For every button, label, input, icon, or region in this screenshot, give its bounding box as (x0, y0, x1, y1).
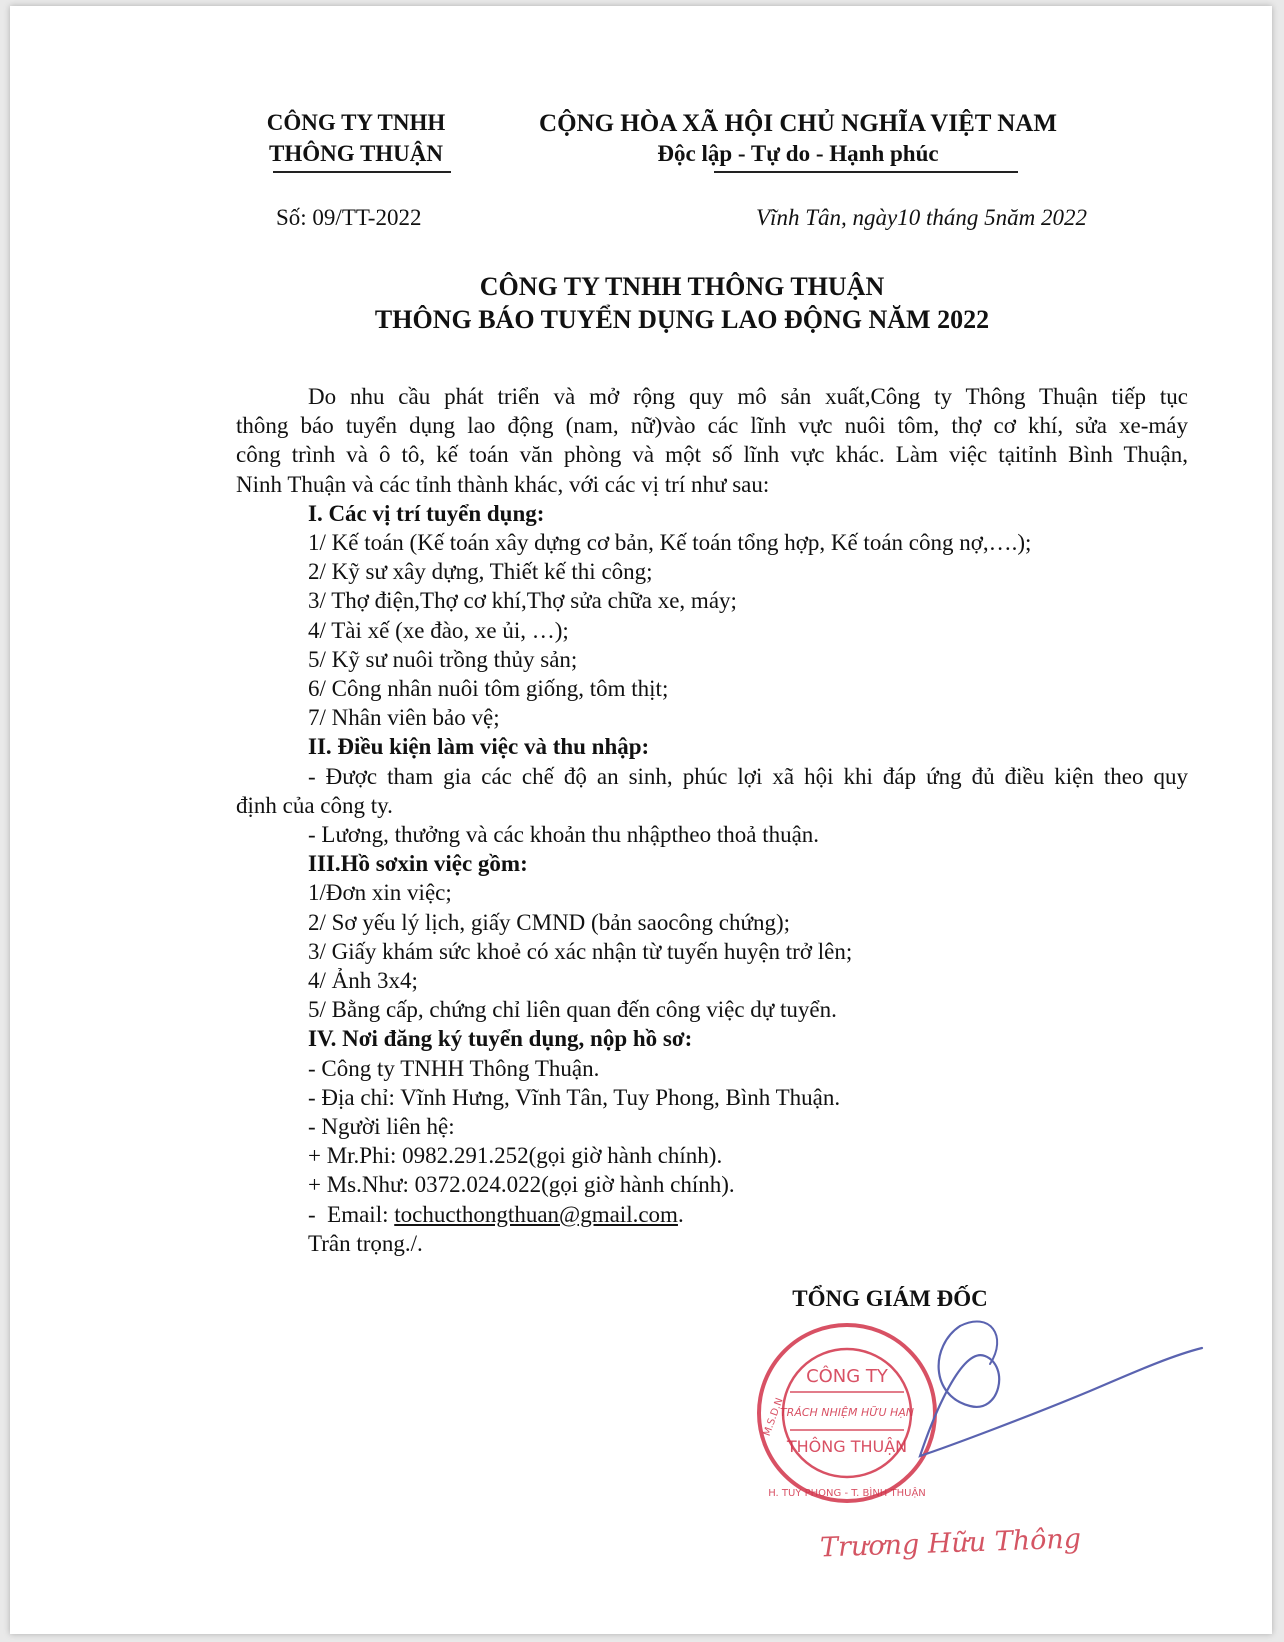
intro-line: Ninh Thuận và các tỉnh thành khác, với các vị trí như sau: (236, 471, 770, 497)
nation-title: CỘNG HÒA XÃ HỘI CHỦ NGHĨA VIỆT NAM (539, 110, 1057, 137)
list-item: 5/ Kỹ sư nuôi trồng thủy sản; (308, 646, 578, 672)
contact-phone: + Ms.Như: 0372.024.022(gọi giờ hành chính). (308, 1172, 735, 1198)
intro-line: công trình và ô tô, kế toán văn phòng và một số lĩnh vực khác. Làm việc tạitỉnh Bình Thuận, (236, 442, 1188, 468)
list-item: 4/ Tài xế (xe đào, xe ủi, …); (308, 617, 569, 643)
title-line2: THÔNG BÁO TUYỂN DỤNG LAO ĐỘNG NĂM 2022 (374, 305, 990, 334)
list-item: 5/ Bằng cấp, chứng chỉ liên quan đến công việc dự tuyển. (308, 997, 837, 1023)
contact-email-line (236, 1200, 1188, 1229)
list-item: - Được tham gia các chế độ an sinh, phúc lợi xã hội khi đáp ứng đủ điều kiện theo quy (308, 763, 1188, 789)
list-item: định của công ty. (236, 792, 393, 818)
company-underline (273, 171, 451, 173)
signature-role: TỔNG GIÁM ĐỐC (792, 1286, 988, 1311)
contact-phone: + Mr.Phi: 0982.291.252(gọi giờ hành chính). (308, 1143, 723, 1169)
document-number: Số: 09/TT-2022 (276, 205, 422, 230)
document-body (236, 382, 1188, 1258)
list-item: 2/ Sơ yếu lý lịch, giấy CMND (bản saocông chứng); (308, 909, 791, 935)
closing-text: Trân trọng./. (308, 1230, 423, 1256)
email-period: . (677, 1201, 684, 1227)
list-item: 4/ Ảnh 3x4; (308, 968, 418, 994)
list-item: 2/ Kỹ sư xây dựng, Thiết kế thi công; (308, 559, 653, 585)
section2-heading: II. Điều kiện làm việc và thu nhập: (308, 734, 650, 760)
document-date: Vĩnh Tân, ngày10 tháng 5năm 2022 (756, 205, 1087, 230)
svg-text:CÔNG TY: CÔNG TY (806, 1366, 888, 1387)
handwritten-signature (890, 1306, 1210, 1476)
list-item: 7/ Nhân viên bảo vệ; (308, 705, 500, 731)
intro-line: thông báo tuyển dụng lao động (nam, nữ)vào các lĩnh vực nuôi tôm, thợ cơ khí, sửa xe-máy (236, 413, 1188, 439)
list-item: 1/ Kế toán (Kế toán xây dựng cơ bản, Kế toán tổng hợp, Kế toán công nợ,….); (308, 530, 1032, 556)
company-name-line1: CÔNG TY TNHH (266, 110, 446, 135)
company-name-line2: THÔNG THUẬN (268, 141, 444, 166)
svg-text:M.S.D.N: M.S.D.N (761, 1396, 786, 1438)
svg-text:H. TUY PHONG - T. BÌNH THUẬN: H. TUY PHONG - T. BÌNH THUẬN (768, 1488, 926, 1499)
section3-heading: III.Hồ sơxin việc gồm: (308, 851, 528, 877)
signer-name: Trương Hữu Thông (819, 1523, 1082, 1564)
section4-heading: IV. Nơi đăng ký tuyển dụng, nộp hồ sơ: (308, 1026, 693, 1052)
contact-label: - Người liên hệ: (308, 1114, 455, 1140)
list-item: 6/ Công nhân nuôi tôm giống, tôm thịt; (308, 676, 669, 702)
nation-motto: Độc lập - Tự do - Hạnh phúc (657, 141, 939, 166)
section1-heading: I. Các vị trí tuyển dụng: (308, 500, 545, 526)
contact-address: - Địa chỉ: Vĩnh Hưng, Vĩnh Tân, Tuy Phong, Bình Thuận. (308, 1084, 841, 1110)
email-link[interactable]: tochucthongthuan@gmail.com (394, 1201, 678, 1227)
email-label: - Email: (308, 1201, 395, 1227)
contact-company: - Công ty TNHH Thông Thuận. (308, 1055, 600, 1081)
title-line1: CÔNG TY TNHH THÔNG THUẬN (479, 272, 885, 301)
intro-line: Do nhu cầu phát triển và mở rộng quy mô sản xuất,Công ty Thông Thuận tiếp tục (308, 384, 1188, 409)
svg-text:TRÁCH NHIỆM HỮU HẠN: TRÁCH NHIỆM HỮU HẠN (779, 1406, 915, 1419)
svg-text:THÔNG THUẬN: THÔNG THUẬN (786, 1437, 908, 1456)
motto-underline (714, 171, 1018, 173)
list-item: 3/ Thợ điện,Thợ cơ khí,Thợ sửa chữa xe, máy; (308, 588, 737, 614)
list-item: - Lương, thưởng và các khoản thu nhậptheo thoả thuận. (308, 822, 820, 848)
list-item: 1/Đơn xin việc; (308, 880, 452, 906)
document-page (10, 6, 1272, 1634)
list-item: 3/ Giấy khám sức khoẻ có xác nhận từ tuyến huyện trở lên; (308, 938, 853, 964)
